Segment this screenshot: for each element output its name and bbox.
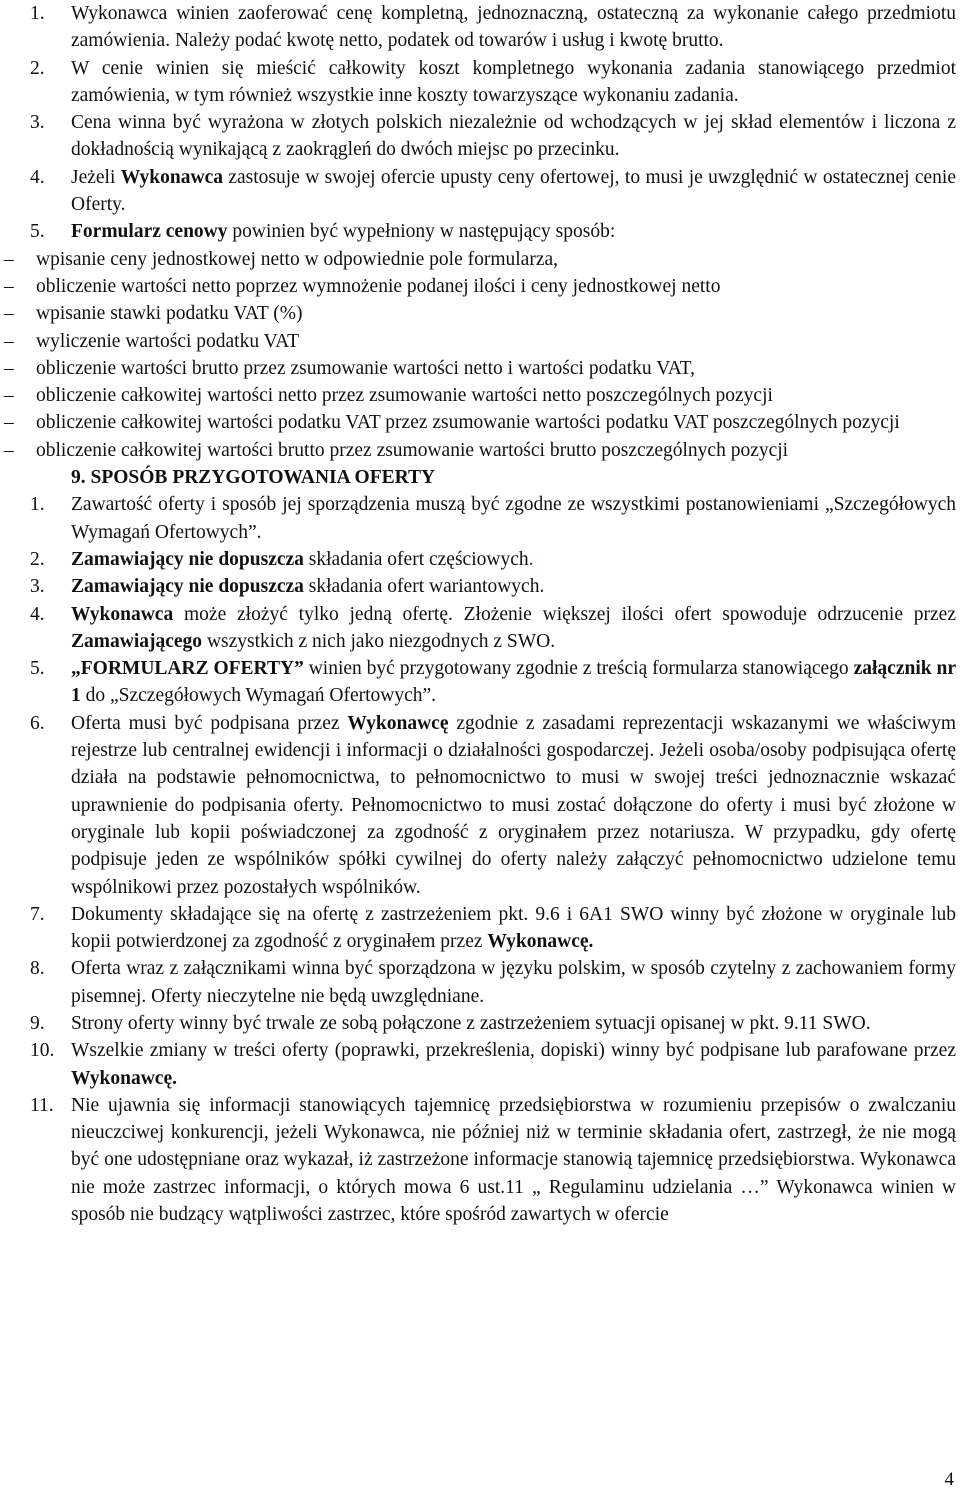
- item-text-red: .: [528, 548, 534, 570]
- dash-mark: –: [4, 385, 14, 407]
- item-text-bold: Wykonawcę.: [487, 931, 594, 953]
- dash-mark: –: [4, 412, 14, 434]
- item-text: Zawartość oferty i sposób jej sporządzenia muszą być zgodne ze wszystkimi postanowieniami „Szczegółowych Wymagań Ofertowych”.: [71, 494, 956, 543]
- dash-item-text: obliczenie całkowitej wartości netto przez zsumowanie wartości netto poszczególnych pozycji: [36, 385, 773, 407]
- item-number: 3.: [30, 112, 45, 134]
- dash-item-text: obliczenie całkowitej wartości brutto przez zsumowanie wartości brutto poszczególnych pozycji: [36, 439, 789, 461]
- dash-mark: –: [4, 275, 14, 297]
- item-text-bold: Zamawiający nie dopuszcza: [71, 548, 304, 570]
- item-text-bold: Wykonawca: [120, 166, 223, 188]
- dash-mark: –: [4, 439, 14, 461]
- item-text-bold: Wykonawcę.: [71, 1067, 177, 1089]
- item-number: 5.: [30, 658, 45, 680]
- list-item: [0, 901, 960, 956]
- dash-mark: –: [4, 303, 14, 325]
- dash-list-item: [0, 300, 960, 327]
- item-text-bold-2: Zamawiającego: [71, 630, 203, 652]
- item-number: 6.: [30, 712, 45, 734]
- item-text-bold-2: załącznik nr 1: [71, 658, 956, 707]
- list-item: [0, 955, 960, 1010]
- item-text: Nie ujawnia się informacji stanowiących tajemnicę przedsiębiorstwa w rozumieniu przepisów o zwalczaniu nieuczciwej konkurencji, jeżeli Wykonawca, nie później niż w terminie składania ofert, zastrzegł, że nie mogą być one udostępniane oraz wykazał, iż zastrzeżone informacje stanowią tajemnicę przedsiębiorstwa. Wykonawca nie może zastrzec informacji, o których mowa 6 ust.11 „ Regulaminu udzielania …” Wykonawca winien w sposób nie budzący wątpliwości zastrzec, które spośród zawartych w ofercie: [71, 1094, 956, 1226]
- item-text-post: zastosuje w swojej ofercie upusty ceny ofertowej, to musi je uwzględnić w ostatecznej cenie Oferty.: [71, 166, 956, 216]
- item-number: 4.: [30, 166, 45, 188]
- list-item: [0, 1092, 960, 1228]
- list-item: [0, 710, 960, 901]
- dash-list-item: [0, 409, 960, 436]
- list-item: [0, 0, 960, 55]
- item-text: Cena winna być wyrażona w złotych polskich niezależnie od wchodzących w jej skład elementów i liczona z dokładnością wynikającą z zaokrągleń do dwóch miejsc po przecinku.: [71, 112, 956, 161]
- item-text-post: do „Szczegółowych Wymagań Ofertowych”.: [80, 685, 437, 707]
- item-text-post: wszystkich z nich jako niezgodnych z SWO.: [202, 630, 556, 652]
- dash-item-text: obliczenie całkowitej wartości podatku VAT przez zsumowanie wartości podatku VAT poszczególnych pozycji: [36, 412, 900, 434]
- dash-mark: –: [4, 330, 14, 352]
- page-number: 4: [944, 1469, 954, 1490]
- dash-item-text: wpisanie stawki podatku VAT (%): [36, 303, 303, 325]
- list-item: [0, 55, 960, 110]
- dash-mark: –: [4, 248, 14, 270]
- item-number: 2.: [30, 57, 45, 79]
- item-number: 9.: [30, 1012, 45, 1034]
- item-text-pre: Jeżeli: [71, 166, 121, 188]
- item-text-post: składania ofert częściowych: [303, 548, 529, 570]
- list-item: [0, 546, 960, 573]
- dash-list-item: [0, 355, 960, 382]
- dash-item-text: obliczenie wartości netto poprzez wymnożenie podanej ilości i ceny jednostkowej netto: [36, 275, 721, 297]
- list-item: [0, 218, 960, 245]
- item-text-post: zgodnie z zasadami reprezentacji wskazanymi we właściwym rejestrze lub centralnej ewidencji i informacji o działalności gospodarczej. Jeżeli osoba/osoby podpisująca ofertę działa na podstawie pełnomocnictwa, to pełnomocnictwo to musi w swojej treści jednoznacznie wskazać uprawnienie do podpisania oferty. Pełnomocnictwo to musi zostać dołączone do oferty i musi być złożone w oryginale lub kopii poświadczonej za zgodność z oryginałem przez notariusza. W przypadku, gdy ofertę podpisuje jeden ze wspólników spółki cywilnej do oferty należy załączyć pełnomocnictwo udzielone temu wspólnikowi przez pozostałych wspólników.: [71, 712, 957, 898]
- list-item: [0, 491, 960, 546]
- item-text-mid: może złożyć tylko jedną ofertę. Złożenie większej ilości ofert spowoduje odrzucenie przez: [173, 603, 956, 625]
- list-item: [0, 655, 960, 710]
- item-number: 5.: [30, 221, 45, 243]
- section-heading: 9. SPOSÓB PRZYGOTOWANIA OFERTY: [71, 467, 436, 489]
- list-item: [0, 1037, 960, 1092]
- item-number: 1.: [30, 494, 45, 516]
- dash-mark: –: [4, 357, 14, 379]
- item-text-bold: Wykonawca: [71, 603, 174, 625]
- list-item: [0, 573, 960, 600]
- item-number: 2.: [30, 548, 45, 570]
- dash-list-item: [0, 246, 960, 273]
- list-item: [0, 1010, 960, 1037]
- dash-list-item: [0, 382, 960, 409]
- list-item: [0, 164, 960, 219]
- item-text-pre: Oferta musi być podpisana przez: [71, 712, 348, 734]
- item-text: Strony oferty winny być trwale ze sobą połączone z zastrzeżeniem sytuacji opisanej w pkt. 9.11 SWO.: [71, 1012, 871, 1034]
- item-text-bold: Wykonawcę: [347, 712, 449, 734]
- item-text-pre: Wszelkie zmiany w treści oferty (poprawki, przekreślenia, dopiski) winny być podpisane lub parafowane przez: [71, 1040, 956, 1062]
- dash-item-text: obliczenie wartości brutto przez zsumowanie wartości netto i wartości podatku VAT,: [36, 357, 696, 379]
- item-text: W cenie winien się mieścić całkowity koszt kompletnego wykonania zadania stanowiącego przedmiot zamówienia, w tym również wszystkie inne koszty towarzyszące wykonaniu zadania.: [71, 57, 956, 106]
- item-text-bold: Zamawiający nie dopuszcza: [71, 576, 304, 598]
- item-text-post: powinien być wypełniony w następujący sposób:: [227, 221, 616, 243]
- item-text: Wykonawca winien zaoferować cenę kompletną, jednoznaczną, ostateczną za wykonanie całego przedmiotu zamówienia. Należy podać kwotę netto, podatek od towarów i usług i kwotę brutto.: [71, 3, 956, 52]
- item-number: 8.: [30, 958, 45, 980]
- item-number: 1.: [30, 3, 45, 24]
- item-text-pre: Dokumenty składające się na ofertę z zastrzeżeniem pkt. 9.6 i 6A1 SWO winny być złożone w oryginale lub kopii potwierdzonej za zgodność z oryginałem przez: [71, 903, 956, 953]
- dash-item-text: wyliczenie wartości podatku VAT: [36, 330, 300, 352]
- item-text-bold: „FORMULARZ OFERTY”: [71, 658, 304, 680]
- item-number: 7.: [30, 903, 45, 925]
- item-number: 4.: [30, 603, 45, 625]
- list-item: [0, 109, 960, 164]
- dash-list-item: [0, 328, 960, 355]
- item-number: 10.: [30, 1040, 55, 1062]
- list-item: [0, 601, 960, 656]
- item-text: Oferta wraz z załącznikami winna być sporządzona w języku polskim, w sposób czytelny z zachowaniem formy pisemnej. Oferty nieczytelne nie będą uwzględniane.: [71, 958, 956, 1007]
- dash-list-item: [0, 273, 960, 300]
- item-text-post: składania ofert wariantowych.: [303, 576, 545, 598]
- item-text-mid: winien być przygotowany zgodnie z treścią formularza stanowiącego: [303, 658, 854, 680]
- dash-item-text: wpisanie ceny jednostkowej netto w odpowiednie pole formularza,: [36, 248, 559, 270]
- dash-list-item: [0, 437, 960, 464]
- item-text-bold: Formularz cenowy: [71, 221, 228, 243]
- item-number: 3.: [30, 576, 45, 598]
- item-number: 11.: [30, 1094, 54, 1116]
